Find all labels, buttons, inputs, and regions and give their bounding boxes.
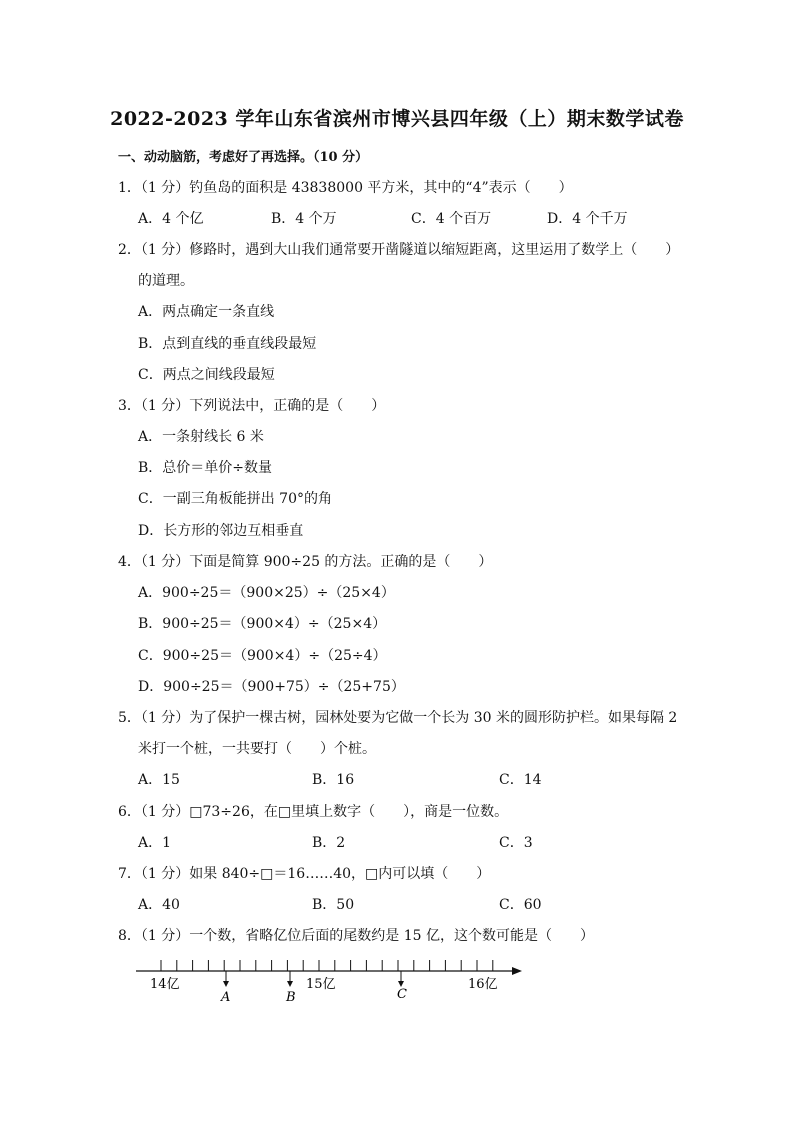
question-4-stem: 4．（1 分）下面是简算 900÷25 的方法。正确的是（ ） xyxy=(118,554,493,570)
question-1-option-a: A．4 个亿 xyxy=(138,211,204,227)
question-6-option-b: B．2 xyxy=(312,835,346,851)
number-line-ticks xyxy=(161,960,493,971)
question-2-stem: 2．（1 分）修路时，遇到大山我们通常要开凿隧道以缩短距离，这里运用了数学上（ ） xyxy=(118,242,680,258)
question-5-stem-cont: 米打一个桩，一共要打（ ）个桩。 xyxy=(138,741,376,757)
number-line-figure xyxy=(130,950,530,1010)
question-7-option-a: A．40 xyxy=(138,897,180,913)
point-a-label: A xyxy=(221,990,231,1005)
question-4-option-b: B．900÷25＝（900×4）÷（25×4） xyxy=(138,616,387,632)
question-1-option-b: B．4 个万 xyxy=(271,211,337,227)
question-2-option-b: B．点到直线的垂直线段最短 xyxy=(138,336,317,352)
point-b-label: B xyxy=(286,990,296,1005)
question-7-stem: 7．（1 分）如果 840÷□＝16……40，□内可以填（ ） xyxy=(118,866,491,882)
question-3-option-d: D．长方形的邻边互相垂直 xyxy=(138,523,304,539)
question-6-option-a: A．1 xyxy=(138,835,172,851)
question-5-option-c: C．14 xyxy=(499,772,542,788)
section-heading: 一、动动脑筋，考虑好了再选择。（10 分） xyxy=(118,150,369,165)
question-3-option-b: B．总价＝单价÷数量 xyxy=(138,460,273,476)
question-7-option-b: B．50 xyxy=(312,897,355,913)
question-7-option-c: C．60 xyxy=(499,897,542,913)
question-4-option-d: D．900÷25＝（900+75）÷（25+75） xyxy=(138,679,405,695)
question-2-stem-cont: 的道理。 xyxy=(138,273,194,289)
question-3-option-a: A．一条射线长 6 米 xyxy=(138,429,264,445)
question-5-stem: 5．（1 分）为了保护一棵古树，园林处要为它做一个长为 30 米的圆形防护栏。如果每隔 2 xyxy=(118,710,678,726)
question-4-option-a: A．900÷25＝（900×25）÷（25×4） xyxy=(138,585,395,601)
pointer-a-arrow-icon xyxy=(223,981,229,987)
axis-arrow-icon xyxy=(512,967,522,975)
question-3-stem: 3．（1 分）下列说法中，正确的是（ ） xyxy=(118,398,386,414)
question-4-option-c: C．900÷25＝（900×4）÷（25÷4） xyxy=(138,648,387,664)
pointer-b-arrow-icon xyxy=(287,981,293,987)
label-16-yi: 16亿 xyxy=(468,977,498,992)
question-1-stem: 1．（1 分）钓鱼岛的面积是 43838000 平方米，其中的“4”表示（ ） xyxy=(118,180,573,196)
question-5-option-b: B．16 xyxy=(312,772,355,788)
point-c-label: C xyxy=(397,987,407,1002)
question-3-option-c: C．一副三角板能拼出 70°的角 xyxy=(138,491,332,507)
label-14-yi: 14亿 xyxy=(150,977,180,992)
question-1-option-d: D．4 个千万 xyxy=(547,211,628,227)
question-2-option-a: A．两点确定一条直线 xyxy=(138,304,275,320)
label-15-yi: 15亿 xyxy=(306,977,336,992)
question-2-option-c: C．两点之间线段最短 xyxy=(138,367,275,383)
question-6-option-c: C．3 xyxy=(499,835,533,851)
question-8-stem: 8．（1 分）一个数，省略亿位后面的尾数约是 15 亿，这个数可能是（ ） xyxy=(118,928,594,944)
question-6-stem: 6．（1 分）□73÷26，在□里填上数字（ ），商是一位数。 xyxy=(118,804,509,820)
question-1-option-c: C．4 个百万 xyxy=(411,211,492,227)
question-5-option-a: A．15 xyxy=(138,772,180,788)
page-title: 2022-2023 学年山东省滨州市博兴县四年级（上）期末数学试卷 xyxy=(110,108,684,130)
